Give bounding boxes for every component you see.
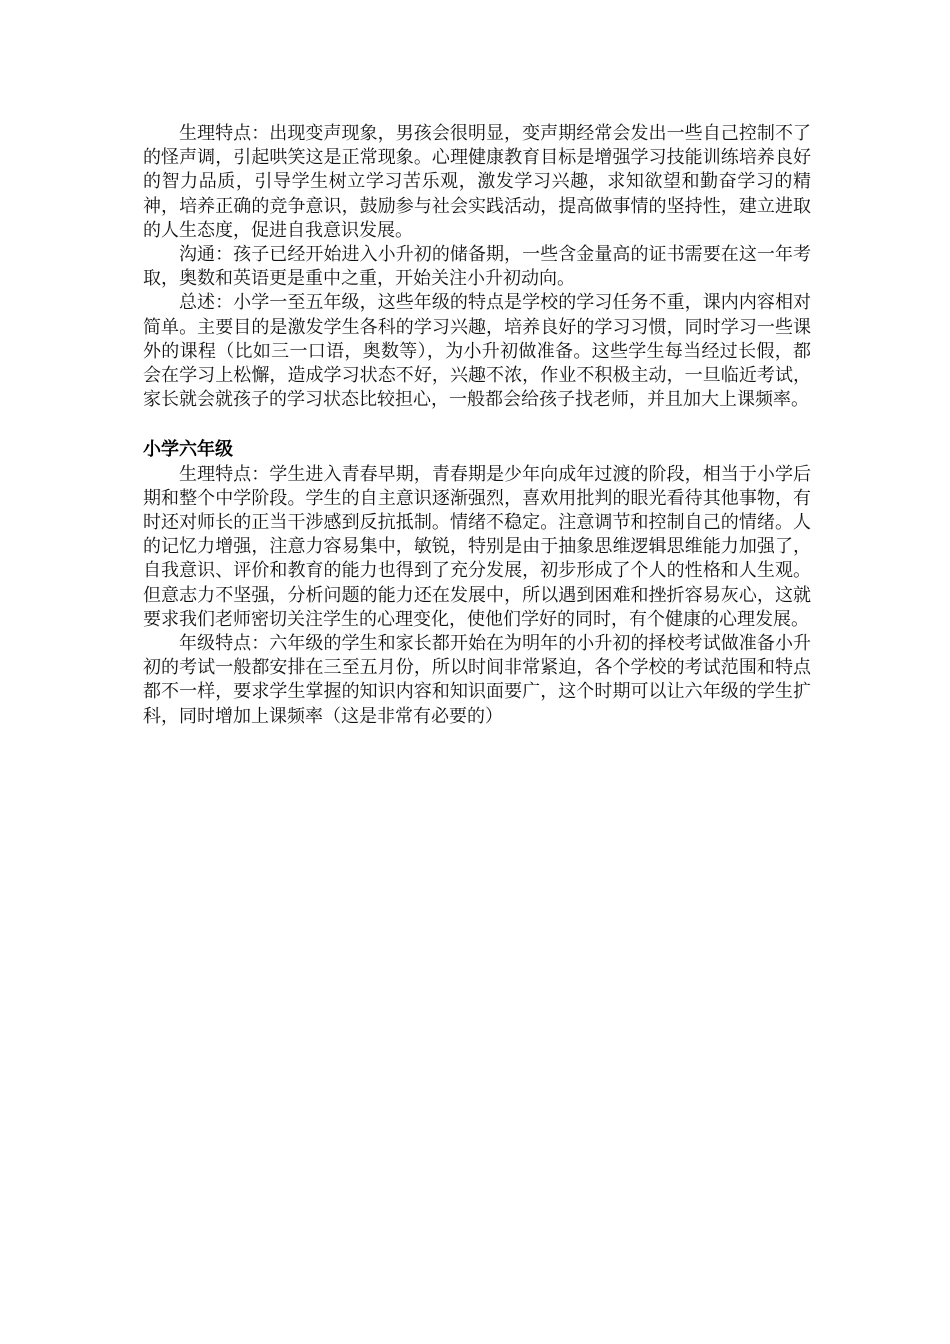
paragraph-grade-features: 年级特点：六年级的学生和家长都开始在为明年的小升初的择校考试做准备小升初的考试一般都安排在三至五月份，所以时间非常紧迫，各个学校的考试范围和特点都不一样，要求学生掌握的知识内容和知识面要广，这个时期可以让六年级的学生扩科，同时增加上课频率（这是非常有必要的） (143, 633, 811, 727)
document-page (143, 122, 811, 729)
section-spacer (143, 412, 811, 438)
paragraph-physiology-1: 生理特点：出现变声现象，男孩会很明显，变声期经常会发出一些自己控制不了的怪声调，引起哄笑这是正常现象。心理健康教育目标是增强学习技能训练培养良好的智力品质，引导学生树立学习苦乐观，激发学习兴趣，求知欲望和勤奋学习的精神，培养正确的竞争意识，鼓励参与社会实践活动，提高做事情的坚持性，建立进取的人生态度，促进自我意识发展。 (143, 123, 811, 241)
paragraph-communication: 沟通：孩子已经开始进入小升初的储备期，一些含金量高的证书需要在这一年考取，奥数和英语更是重中之重，开始关注小升初动向。 (143, 244, 811, 290)
section-heading-grade-six: 小学六年级 (143, 439, 233, 461)
paragraph-summary: 总述：小学一至五年级，这些年级的特点是学校的学习任务不重，课内内容相对简单。主要目的是激发学生各科的学习兴趣，培养良好的学习习惯，同时学习一些课外的课程（比如三一口语，奥数等），为小升初做准备。这些学生每当经过长假，都会在学习上松懈，造成学习状态不好，兴趣不浓，作业不积极主动，一旦临近考试，家长就会就孩子的学习状态比较担心，一般都会给孩子找老师，并且加大上课频率。 (143, 292, 811, 411)
paragraph-physiology-2: 生理特点：学生进入青春早期，青春期是少年向成年过渡的阶段，相当于小学后期和整个中学阶段。学生的自主意识逐渐强烈，喜欢用批判的眼光看待其他事物，有时还对师长的正当干涉感到反抗抵制。情绪不稳定。注意调节和控制自己的情绪。人的记忆力增强，注意力容易集中，敏锐，特别是由于抽象思维逻辑思维能力加强了，自我意识、评价和教育的能力也得到了充分发展，初步形成了个人的性格和人生观。但意志力不坚强，分析问题的能力还在发展中，所以遇到困难和挫折容易灰心，这就要求我们老师密切关注学生的心理变化，使他们学好的同时，有个健康的心理发展。 (143, 463, 811, 630)
